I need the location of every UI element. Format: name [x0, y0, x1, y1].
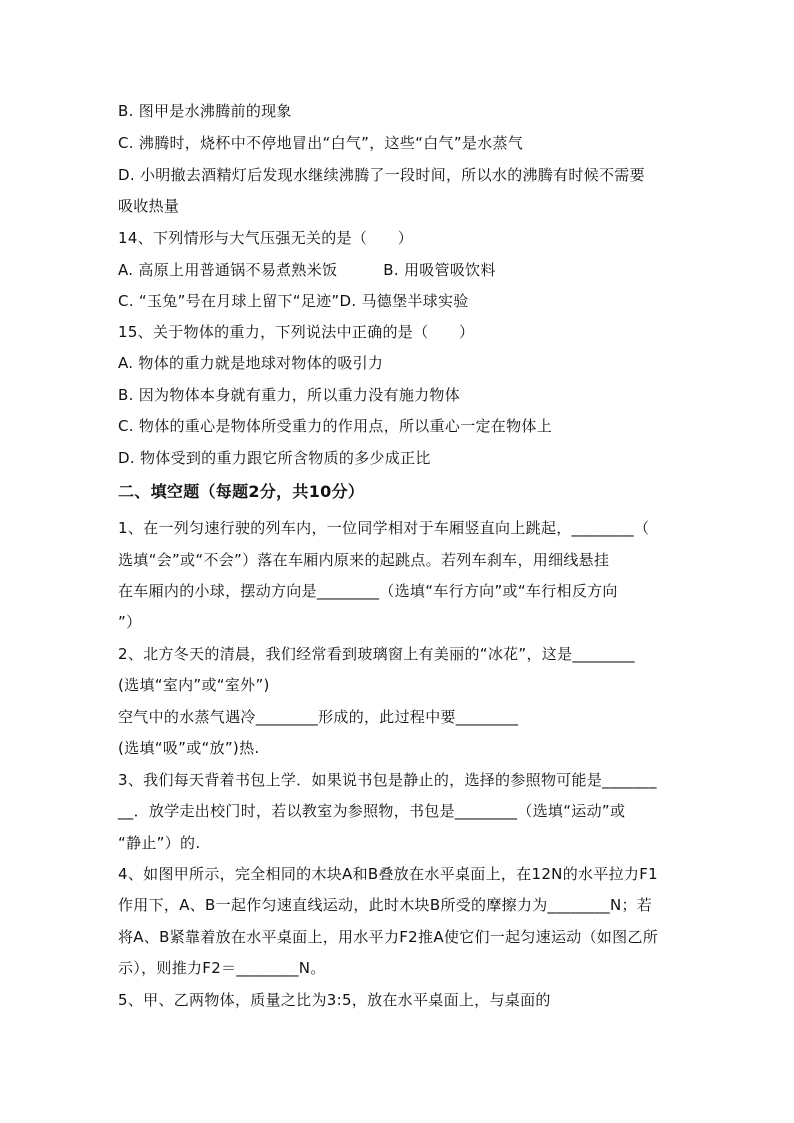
question-15: 15、关于物体的重力，下列说法中正确的是（ ） [118, 323, 475, 341]
fill-question-2-line3: 空气中的水蒸气遇冷________形成的，此过程中要________ [118, 708, 519, 726]
fill-question-3-line3: “静止”）的. [118, 834, 201, 852]
option-13d: D. 小明撤去酒精灯后发现水继续沸腾了一段时间，所以水的沸腾有时候不需要 [118, 166, 645, 184]
fill-question-2-line4: (选填“吸”或“放”)热. [118, 739, 260, 757]
option-15c: C. 物体的重心是物体所受重力的作用点，所以重心一定在物体上 [118, 417, 553, 435]
fill-question-1-line1: 1、在一列匀速行驶的列车内，一位同学相对于车厢竖直向上跳起，________（ [118, 519, 650, 537]
option-15b: B. 因为物体本身就有重力，所以重力没有施力物体 [118, 386, 461, 404]
option-13c: C. 沸腾时，烧杯中不停地冒出“白气”，这些“白气”是水蒸气 [118, 134, 524, 152]
fill-question-4-line3: 将A、B紧靠着放在水平桌面上，用水平力F2推A使它们一起匀速运动（如图乙所 [118, 928, 659, 946]
options-14ab: A. 高原上用普通锅不易煮熟米饭 B. 用吸管吸饮料 [118, 261, 496, 279]
section-heading-fill-blank: 二、填空题（每题2分，共10分） [118, 482, 365, 501]
fill-question-5-line1: 5、甲、乙两物体，质量之比为3:5，放在水平桌面上，与桌面的 [118, 991, 551, 1009]
fill-question-1-line4: ”） [118, 613, 142, 631]
fill-question-4-line2: 作用下，A、B一起作匀速直线运动，此时木块B所受的摩擦力为________N；若 [118, 896, 653, 914]
fill-question-1-line3: 在车厢内的小球，摆动方向是________（选填“车行方向”或“车行相反方向 [118, 582, 618, 600]
option-13b: B. 图甲是水沸腾前的现象 [118, 102, 292, 120]
option-15d: D. 物体受到的重力跟它所含物质的多少成正比 [118, 449, 431, 467]
option-15a: A. 物体的重力就是地球对物体的吸引力 [118, 354, 384, 372]
option-13d-cont: 吸收热量 [118, 197, 180, 215]
fill-question-3-line2: __．放学走出校门时，若以教室为参照物，书包是________（选填“运动”或 [118, 802, 626, 820]
fill-question-1-line2: 选填“会”或“不会”）落在车厢内原来的起跳点。若列车刹车，用细线悬挂 [118, 551, 610, 569]
fill-question-2-line1: 2、北方冬天的清晨，我们经常看到玻璃窗上有美丽的“冰花”，这是________ [118, 645, 635, 663]
fill-question-4-line1: 4、如图甲所示，完全相同的木块A和B叠放在水平桌面上，在12N的水平拉力F1 [118, 865, 658, 883]
fill-question-4-line4: 示），则推力F2＝________N。 [118, 959, 326, 977]
options-14cd: C. “玉兔”号在月球上留下“足迹”D. 马德堡半球实验 [118, 292, 469, 310]
question-14: 14、下列情形与大气压强无关的是（ ） [118, 229, 414, 247]
fill-question-3-line1: 3、我们每天背着书包上学．如果说书包是静止的，选择的参照物可能是_______ [118, 771, 657, 789]
fill-question-2-line2: (选填“室内”或“室外”) [118, 676, 270, 694]
